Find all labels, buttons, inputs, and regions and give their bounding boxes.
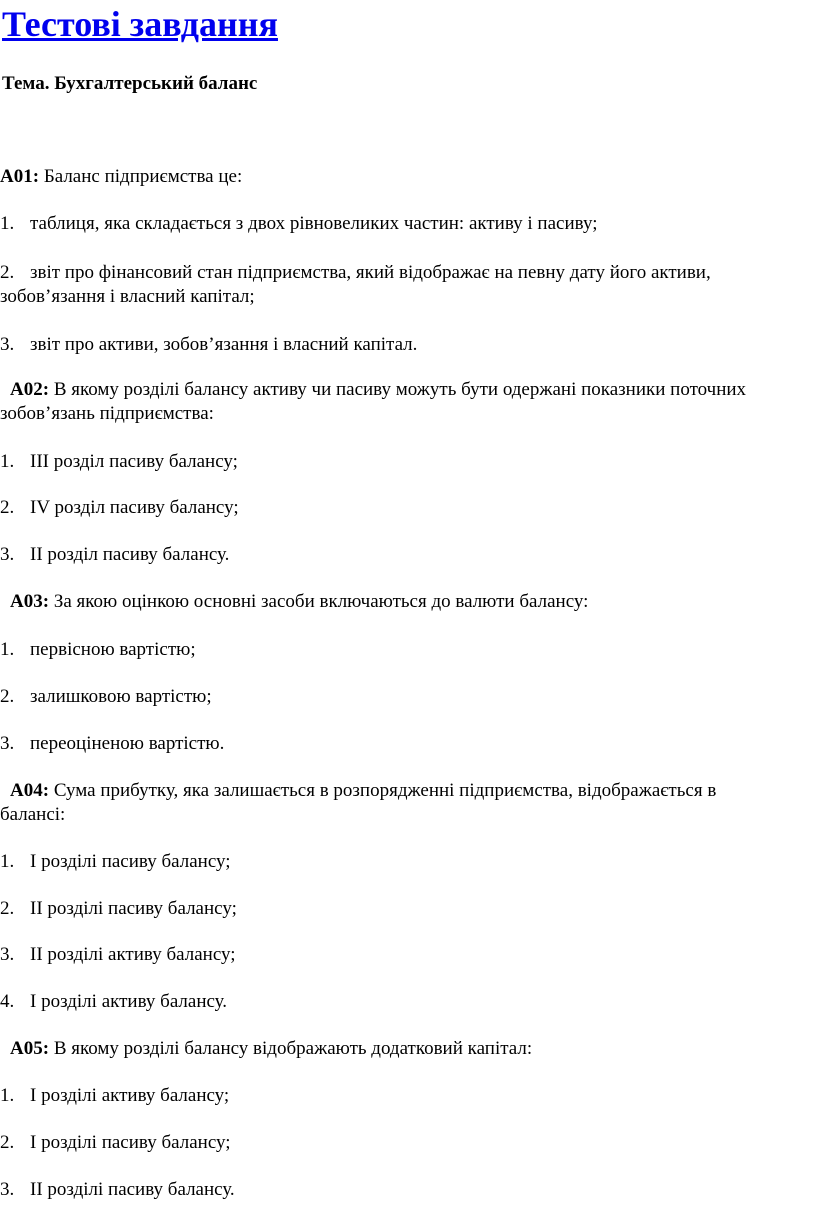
option-text: таблиця, яка складається з двох рівновеликих частин: активу і пасиву; (30, 213, 598, 234)
question-text: За якою оцінкою основні засоби включаються до валюти балансу: (53, 591, 589, 612)
answer-option (0, 1131, 231, 1155)
option-number: 2. (0, 1132, 15, 1153)
option-text-continuation: зобов’язання і власний капітал; (0, 286, 255, 307)
question-text: В якому розділі балансу відображають додатковий капітал: (53, 1038, 533, 1059)
option-text: первісною вартістю; (30, 639, 196, 660)
option-text: I розділі активу балансу; (30, 1085, 230, 1106)
question-text-continuation: балансі: (0, 804, 66, 825)
answer-option (0, 543, 229, 567)
option-number: 1. (0, 213, 15, 234)
document-topic: Тема. Бухгалтерський баланс (2, 73, 258, 94)
option-number: 2. (0, 262, 15, 283)
option-text: II розділ пасиву балансу. (30, 544, 230, 565)
question-label: А05: (10, 1038, 50, 1059)
answer-option (0, 897, 237, 921)
answer-option (0, 496, 239, 520)
option-text: переоціненою вартістю. (30, 733, 225, 754)
answer-option (0, 450, 238, 474)
option-number: 2. (0, 898, 15, 919)
answer-option (0, 732, 224, 756)
answer-option (0, 1084, 229, 1108)
option-text: II розділі активу балансу; (30, 944, 236, 965)
answer-option (0, 212, 598, 236)
question-text: В якому розділі балансу активу чи пасиву можуть бути одержані показники поточних (53, 379, 747, 400)
question-text: Сума прибутку, яка залишається в розпорядженні підприємства, відображається в (53, 780, 717, 801)
option-text: II розділі пасиву балансу; (30, 898, 237, 919)
option-text: залишковою вартістю; (30, 686, 212, 707)
answer-option (0, 943, 236, 967)
question-a03 (10, 590, 588, 614)
answer-option (0, 850, 231, 874)
question-text-continuation: зобов’язань підприємства: (0, 403, 214, 424)
question-a02 (10, 378, 746, 402)
option-text: I розділі активу балансу. (30, 991, 228, 1012)
question-a04 (10, 779, 716, 803)
document-title-link[interactable]: Тестові завдання (2, 4, 278, 44)
question-label: А01: (0, 166, 40, 187)
option-number: 3. (0, 733, 15, 754)
option-number: 2. (0, 497, 15, 518)
answer-option (0, 333, 417, 357)
question-label: А03: (10, 591, 50, 612)
option-number: 4. (0, 991, 15, 1012)
answer-option-continuation (0, 285, 255, 309)
answer-option (0, 1178, 235, 1202)
question-text-continuation (0, 402, 214, 426)
option-text: звіт про фінансовий стан підприємства, який відображає на певну дату його активи, (30, 262, 711, 283)
option-text: звіт про активи, зобов’язання і власний капітал. (30, 334, 418, 355)
question-a01 (0, 165, 242, 189)
option-text: I розділі пасиву балансу; (30, 851, 231, 872)
option-number: 3. (0, 1179, 15, 1200)
question-a05 (10, 1037, 532, 1061)
question-label: А02: (10, 379, 50, 400)
answer-option (0, 685, 212, 709)
answer-option (0, 261, 711, 285)
option-number: 1. (0, 451, 15, 472)
option-text: III розділ пасиву балансу; (30, 451, 238, 472)
question-text-continuation (0, 803, 65, 827)
answer-option (0, 638, 196, 662)
option-number: 1. (0, 851, 15, 872)
answer-option (0, 990, 227, 1014)
option-number: 2. (0, 686, 15, 707)
option-number: 3. (0, 944, 15, 965)
option-text: II розділі пасиву балансу. (30, 1179, 235, 1200)
question-label: А04: (10, 780, 50, 801)
option-number: 1. (0, 1085, 15, 1106)
option-number: 3. (0, 334, 15, 355)
option-text: I розділі пасиву балансу; (30, 1132, 231, 1153)
question-text: Баланс підприємства це: (43, 166, 243, 187)
option-number: 1. (0, 639, 15, 660)
option-text: IV розділ пасиву балансу; (30, 497, 239, 518)
option-number: 3. (0, 544, 15, 565)
